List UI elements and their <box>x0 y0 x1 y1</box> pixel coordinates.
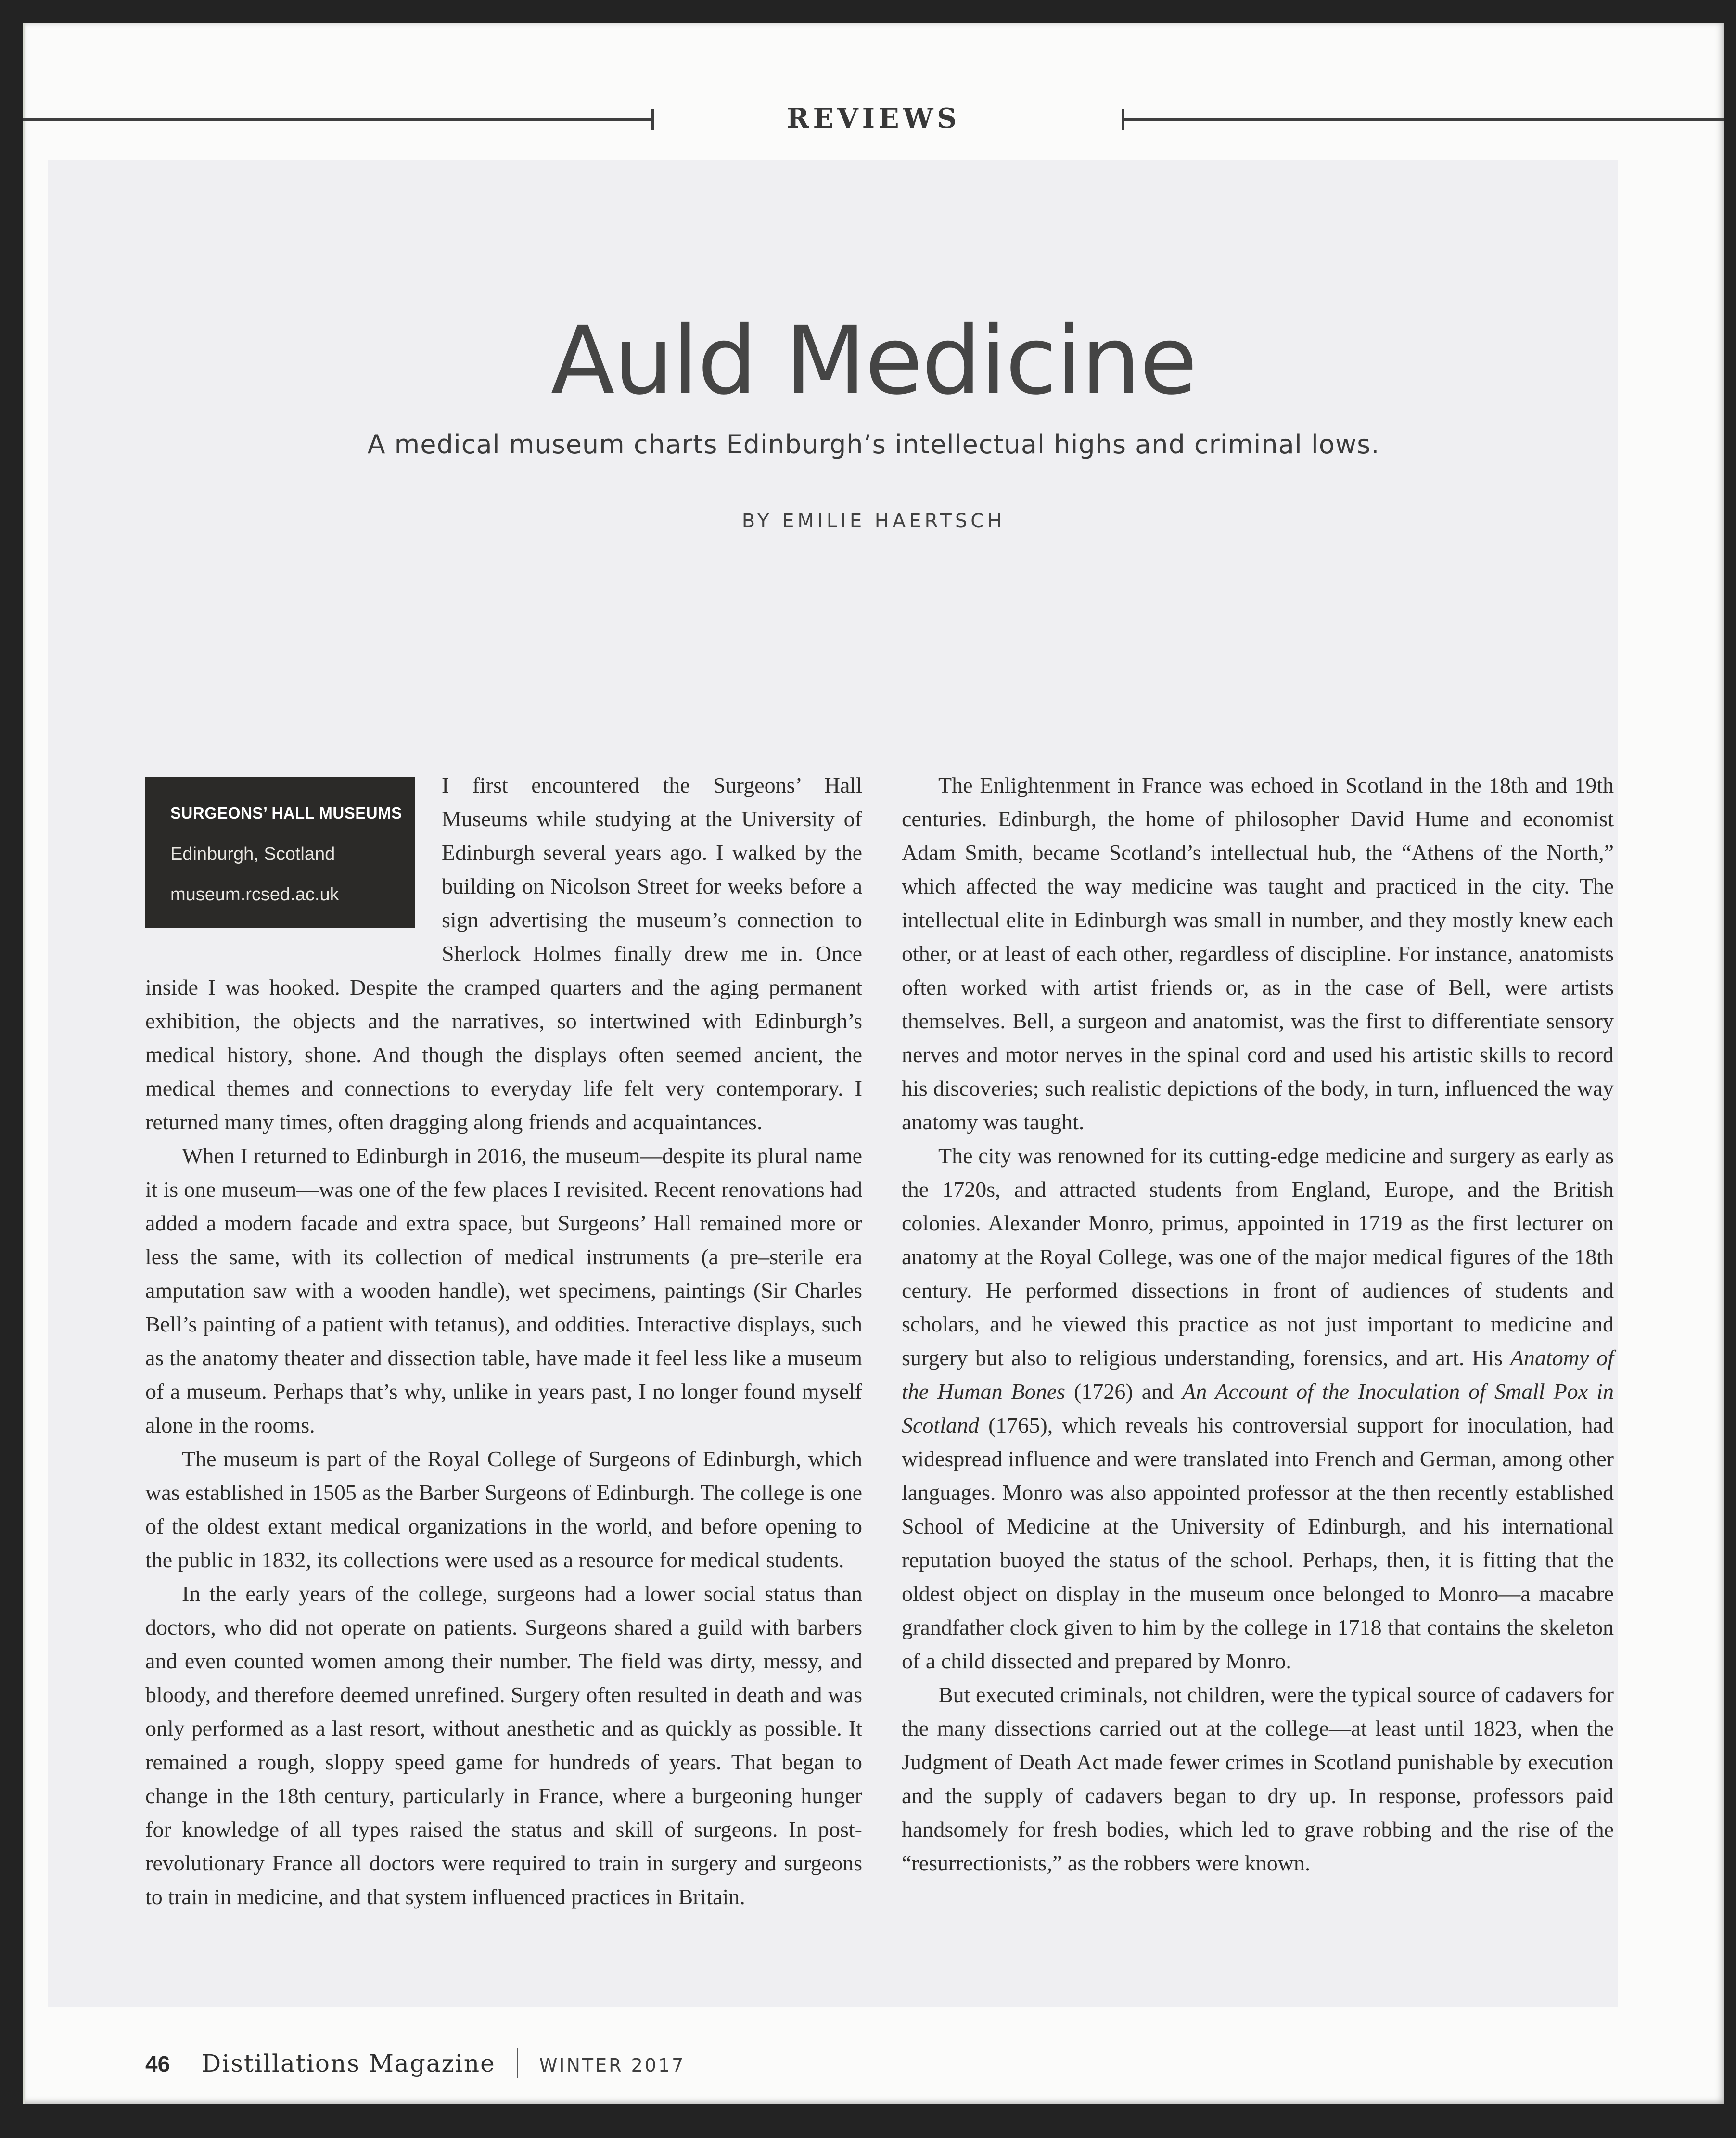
paragraph-text: The museum is part of the Royal College of Surgeons of Edinburgh, which was established in 1505 as the Barber Surgeons of Edinburgh. The college is one of the oldest extant medical organizations in the world, and before opening to the public in 1832, its collections were used as a resource for medical students. <box>145 1447 862 1572</box>
paragraph-text: The Enlightenment in France was echoed in Scotland in the 18th and 19th centuries. Edinburgh, the home of philosopher David Hume and economist Adam Smith, became Scotland’s intellectual hub, the “Athens of the North,” which affected the way medicine was taught and practiced in the city. The intellectual elite in Edinburgh was small in number, and they mostly knew each other, or at least of each other, regardless of discipline. For instance, anatomists often worked with artist friends or, as in the case of Bell, were artists themselves. Bell, a surgeon and anatomist, was the first to differentiate sensory nerves and motor nerves in the spinal cord and used his artistic skills to record his discoveries; such realistic depictions of the body, in turn, influenced the way anatomy was taught. <box>902 773 1614 1134</box>
paragraph <box>902 768 1614 1139</box>
book-title-italic: Anatomy of the Human Bones <box>902 1345 1614 1404</box>
paragraph-text: In the early years of the college, surgeons had a lower social status than doctors, who did not operate on patients. Surgeons shared a guild with barbers and even counted women among their number. The field was dirty, messy, and bloody, and therefore deemed unrefined. Surgery often resulted in death and was only performed as a last resort, without anesthetic and as quickly as possible. It remained a rough, sloppy speed game for hundreds of years. That began to change in the 18th century, particularly in France, where a burgeoning hunger for knowledge of all types raised the status and skill of surgeons. In post-revolutionary France all doctors were required to train in surgery and surgeons to train in medicine, and that system influenced practices in Britain. <box>145 1581 862 1909</box>
footer-separator <box>517 2048 518 2078</box>
paragraph-text: But executed criminals, not children, were the typical source of cadavers for the many dissections carried out at the college—at least until 1823, when the Judgment of Death Act made fewer crimes in Scotland punishable by execution and the supply of cadavers began to dry up. In response, professors paid handsomely for fresh bodies, which led to grave robbing and the rise of the “resurrectionists,” as the robbers were known. <box>902 1682 1614 1875</box>
infobox-title: SURGEONS’ HALL MUSEUMS <box>170 804 402 822</box>
paragraph <box>902 1139 1614 1678</box>
page-footer <box>145 2042 685 2077</box>
magazine-page <box>23 23 1724 2104</box>
text-column-left <box>145 768 862 1914</box>
paragraph <box>145 1139 862 1442</box>
paragraph <box>145 1442 862 1577</box>
page-number: 46 <box>145 2051 170 2076</box>
infobox-website: museum.rcsed.ac.uk <box>170 884 339 905</box>
magazine-name: Distillations Magazine <box>202 2049 496 2077</box>
museum-infobox <box>145 777 415 928</box>
issue-label: WINTER 2017 <box>539 2055 686 2076</box>
paragraph-text: When I returned to Edinburgh in 2016, the museum—despite its plural name it is one museum—was one of the few places I revisited. Recent renovations had added a modern facade and extra space, but Surgeons’ Hall remained more or less the same, with its collection of medical instruments (a pre–sterile era amputation saw with a wooden handle), wet specimens, paintings (Sir Charles Bell’s painting of a patient with tetanus), and oddities. Interactive displays, such as the anatomy theater and dissection table, have made it feel less like a museum of a museum. Perhaps that’s why, unlike in years past, I no longer found myself alone in the rooms. <box>145 1143 862 1437</box>
article-title: Auld Medicine <box>550 306 1197 415</box>
article-subtitle: A medical museum charts Edinburgh’s intellectual highs and criminal lows. <box>367 429 1380 460</box>
book-title-italic: An Account of the Inoculation of Small Pox in Scotland <box>902 1379 1614 1437</box>
section-label: REVIEWS <box>787 102 960 134</box>
paragraph-text: The city was renowned for its cutting-edge medicine and surgery as early as the 1720s, and attracted students from England, Europe, and the British colonies. Alexander Monro, primus, appointed in 1719 as the first lecturer on anatomy at the Royal College, was one of the major medical figures of the 18th century. He performed dissections in front of audiences of students and scholars, and he viewed this practice as not just important to medicine and surgery but also to religious understanding, forensics, and art. His <box>902 1143 1614 1370</box>
article-byline: BY EMILIE HAERTSCH <box>741 510 1006 532</box>
text-column-right <box>902 768 1614 1880</box>
paragraph-text: (1765), which reveals his controversial support for inoculation, had widespread influence and were translated into French and German, among other languages. Monro was also appointed professor at the then recently established School of Medicine at the University of Edinburgh, and his international reputation buoyed the status of the school. Perhaps, then, it is fitting that the oldest object on display in the museum once belonged to Monro—a macabre grandfather clock given to him by the college in 1718 that contains the skeleton of a child dissected and prepared by Monro. <box>902 1413 1614 1673</box>
paragraph-text: (1726) and <box>1065 1379 1183 1404</box>
paragraph-text: I first encountered the Surgeons’ Hall Museums while studying at the University of Edinburgh several years ago. I walked by the building on Nicolson Street for weeks before a sign advertising the museum’s connection to Sherlock Holmes finally drew me in. Once inside I was hooked. Despite the cramped quarters and the aging permanent exhibition, the objects and the narratives, so intertwined with Edinburgh’s medical history, shone. And though the displays often seemed ancient, the medical themes and connections to everyday life felt very contemporary. I returned many times, often dragging along friends and acquaintances. <box>145 773 862 1134</box>
paragraph <box>902 1678 1614 1880</box>
infobox-location: Edinburgh, Scotland <box>170 844 335 864</box>
paragraph <box>145 1577 862 1914</box>
